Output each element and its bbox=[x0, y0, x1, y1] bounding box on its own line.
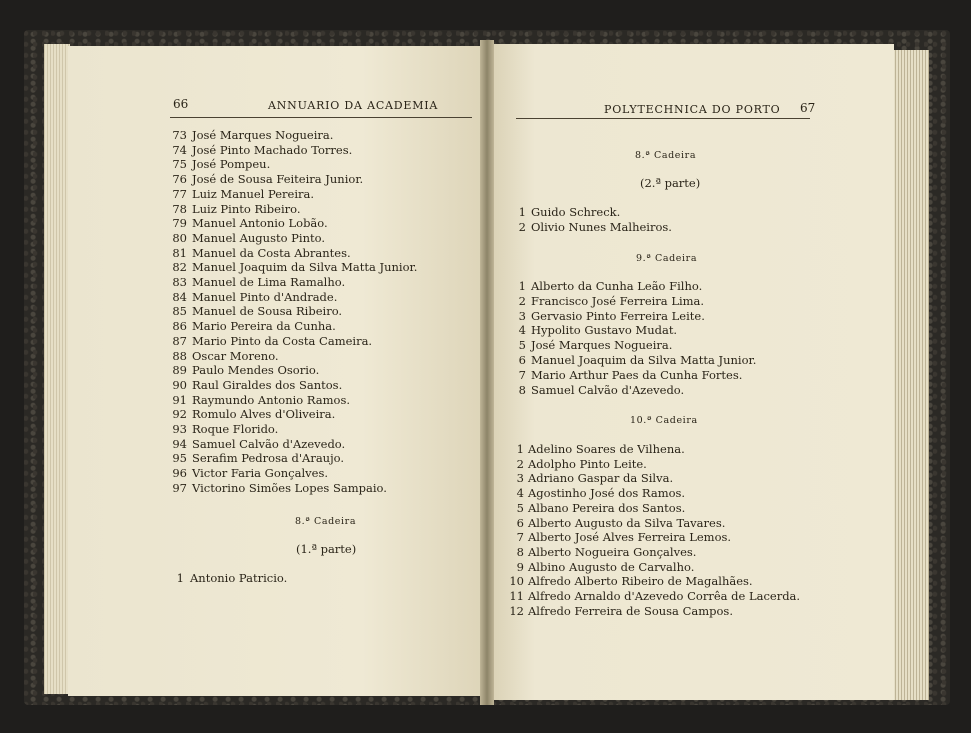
entry-number: 4 bbox=[518, 323, 526, 338]
list-entry bbox=[504, 574, 753, 589]
list-entry bbox=[167, 216, 328, 231]
entry-number: 75 bbox=[172, 157, 187, 172]
entry-number: 9 bbox=[516, 559, 524, 574]
list-entry bbox=[510, 205, 620, 220]
entry-number: 89 bbox=[172, 363, 187, 378]
list-entry bbox=[167, 187, 314, 202]
entry-number: 2 bbox=[518, 219, 526, 234]
right-header-rule bbox=[516, 118, 810, 119]
entry-number: 95 bbox=[172, 451, 187, 466]
list-entry bbox=[167, 363, 319, 378]
book-gutter bbox=[480, 40, 494, 705]
entry-number: 8 bbox=[516, 544, 524, 559]
entry-number: 91 bbox=[172, 392, 187, 407]
entry-name: Adriano Gaspar da Silva. bbox=[528, 471, 674, 486]
entry-number: 1 bbox=[176, 571, 184, 585]
entry-name: Alfredo Arnaldo d'Azevedo Corrêa de Lacerda. bbox=[528, 589, 801, 603]
list-entry bbox=[167, 143, 352, 158]
list-entry bbox=[510, 323, 677, 338]
entry-number: 82 bbox=[172, 260, 187, 275]
entry-number: 7 bbox=[516, 530, 524, 545]
list-entry bbox=[504, 442, 685, 457]
entry-number: 83 bbox=[172, 275, 187, 289]
entry-number: 81 bbox=[172, 245, 187, 260]
entry-name: Hypolito Gustavo Mudat. bbox=[531, 323, 678, 338]
entry-name: Mario Pinto da Costa Cameira. bbox=[192, 333, 373, 348]
list-entry bbox=[167, 437, 345, 452]
entry-number: 1 bbox=[518, 205, 526, 219]
entry-name: Gervasio Pinto Ferreira Leite. bbox=[531, 308, 705, 323]
left-page-number: 66 bbox=[173, 97, 189, 111]
entry-number: 92 bbox=[172, 407, 187, 422]
entry-number: 78 bbox=[172, 201, 187, 216]
list-entry bbox=[167, 393, 350, 408]
entry-number: 94 bbox=[172, 436, 187, 451]
entry-name: Albano Pereira dos Santos. bbox=[528, 500, 686, 515]
list-entry bbox=[510, 309, 705, 324]
sec9-heading: 9.ª Cadeira bbox=[636, 253, 698, 264]
right-running-head: POLYTECHNICA DO PORTO bbox=[604, 103, 781, 116]
entry-number: 5 bbox=[518, 338, 526, 353]
entry-name: Romulo Alves d'Oliveira. bbox=[192, 407, 336, 422]
entry-name: Alfredo Ferreira de Sousa Campos. bbox=[528, 603, 733, 618]
entry-number: 2 bbox=[518, 293, 526, 308]
list-entry bbox=[510, 353, 756, 368]
list-entry bbox=[167, 202, 301, 217]
entry-name: Manuel de Sousa Ribeiro. bbox=[192, 304, 343, 319]
entry-name: Samuel Calvão d'Azevedo. bbox=[531, 382, 685, 397]
list-entry bbox=[504, 589, 800, 604]
entry-name: Oscar Moreno. bbox=[192, 348, 279, 363]
entry-name: Albino Augusto de Carvalho. bbox=[528, 559, 695, 574]
entry-name: Samuel Calvão d'Azevedo. bbox=[192, 436, 346, 451]
entry-name: Manuel Pinto d'Andrade. bbox=[192, 289, 338, 304]
list-entry bbox=[167, 246, 351, 261]
entry-number: 6 bbox=[518, 353, 526, 367]
entry-name: Raymundo Antonio Ramos. bbox=[192, 392, 351, 407]
entry-name: Serafim Pedrosa d'Araujo. bbox=[192, 451, 345, 466]
list-entry bbox=[504, 516, 725, 531]
left-header-rule bbox=[170, 117, 472, 118]
list-entry bbox=[510, 368, 742, 383]
entry-name: Antonio Patricio. bbox=[190, 571, 288, 585]
list-entry bbox=[510, 279, 702, 294]
entry-number: 5 bbox=[516, 500, 524, 515]
entry-number: 87 bbox=[172, 333, 187, 348]
entry-number: 76 bbox=[172, 172, 187, 187]
list-entry bbox=[504, 604, 733, 619]
list-entry bbox=[167, 275, 345, 290]
entry-name: Alberto Nogueira Gonçalves. bbox=[528, 544, 697, 559]
list-entry bbox=[167, 231, 325, 246]
entry-number: 86 bbox=[172, 319, 187, 334]
entry-number: 1 bbox=[516, 442, 524, 456]
entry-name: José Pompeu. bbox=[192, 157, 271, 172]
list-entry bbox=[167, 466, 328, 481]
entry-name: Paulo Mendes Osorio. bbox=[192, 363, 320, 378]
list-entry bbox=[167, 481, 387, 496]
entry-name: Roque Florido. bbox=[192, 422, 279, 436]
list-entry bbox=[167, 349, 279, 364]
list-entry bbox=[504, 560, 694, 575]
entry-name: Guido Schreck. bbox=[531, 205, 621, 219]
entry-name: Olivio Nunes Malheiros. bbox=[531, 219, 672, 234]
entry-name: José de Sousa Feiteira Junior. bbox=[192, 172, 364, 187]
entry-name: Victor Faria Gonçalves. bbox=[192, 466, 329, 481]
entry-name: Mario Arthur Paes da Cunha Fortes. bbox=[531, 367, 743, 382]
entry-number: 4 bbox=[516, 486, 524, 501]
entry-name: José Pinto Machado Torres. bbox=[192, 142, 353, 157]
entry-number: 2 bbox=[516, 456, 524, 471]
entry-name: Victorino Simões Lopes Sampaio. bbox=[192, 480, 387, 495]
list-entry bbox=[167, 319, 336, 334]
entry-number: 3 bbox=[518, 308, 526, 323]
list-entry bbox=[167, 334, 372, 349]
entry-number: 1 bbox=[518, 279, 526, 293]
list-entry bbox=[504, 471, 673, 486]
entry-number: 88 bbox=[172, 348, 187, 363]
entry-number: 6 bbox=[516, 515, 524, 530]
entry-number: 93 bbox=[172, 422, 187, 436]
entry-number: 10 bbox=[509, 574, 524, 589]
list-entry bbox=[167, 422, 278, 437]
entry-name: Manuel Joaquim da Silva Matta Junior. bbox=[192, 260, 418, 275]
list-entry bbox=[504, 486, 685, 501]
list-entry bbox=[167, 260, 417, 275]
list-entry bbox=[167, 451, 344, 466]
right-page-edges bbox=[893, 50, 929, 700]
entry-name: Adelino Soares de Vilhena. bbox=[528, 442, 685, 456]
list-entry bbox=[510, 338, 672, 353]
left-section-heading: 8.ª Cadeira bbox=[295, 516, 357, 527]
entry-name: Mario Pereira da Cunha. bbox=[192, 319, 336, 334]
list-entry bbox=[510, 294, 704, 309]
left-section-sub: (1.ª parte) bbox=[296, 542, 357, 556]
entry-number: 80 bbox=[172, 230, 187, 245]
entry-name: Luiz Pinto Ribeiro. bbox=[192, 201, 301, 216]
entry-number: 96 bbox=[172, 466, 187, 481]
entry-name: Manuel Augusto Pinto. bbox=[192, 230, 325, 245]
list-entry bbox=[510, 383, 684, 398]
sec8-sub: (2.ª parte) bbox=[640, 176, 701, 190]
list-entry bbox=[168, 571, 287, 586]
list-entry bbox=[504, 530, 731, 545]
list-entry bbox=[504, 501, 685, 516]
entry-number: 77 bbox=[172, 186, 187, 201]
entry-number: 3 bbox=[516, 471, 524, 486]
entry-number: 97 bbox=[172, 480, 187, 495]
entry-number: 11 bbox=[509, 589, 524, 603]
entry-number: 8 bbox=[518, 382, 526, 397]
entry-name: Manuel Joaquim da Silva Matta Junior. bbox=[531, 353, 757, 367]
entry-number: 74 bbox=[172, 142, 187, 157]
sec10-heading: 10.ª Cadeira bbox=[630, 415, 698, 426]
entry-name: Alberto Augusto da Silva Tavares. bbox=[528, 515, 726, 530]
entry-name: Raul Giraldes dos Santos. bbox=[192, 377, 343, 392]
sec8-heading: 8.ª Cadeira bbox=[635, 150, 697, 161]
entry-number: 7 bbox=[518, 367, 526, 382]
entry-name: José Marques Nogueira. bbox=[531, 338, 673, 353]
list-entry bbox=[167, 378, 342, 393]
entry-name: Luiz Manuel Pereira. bbox=[192, 186, 315, 201]
entry-name: Alberto da Cunha Leão Filho. bbox=[531, 279, 703, 293]
entry-name: Agostinho José dos Ramos. bbox=[528, 486, 686, 501]
entry-name: Alfredo Alberto Ribeiro de Magalhães. bbox=[528, 574, 753, 589]
entry-number: 12 bbox=[509, 603, 524, 618]
right-page-number: 67 bbox=[800, 101, 816, 115]
list-entry bbox=[167, 290, 337, 305]
list-entry bbox=[510, 220, 672, 235]
list-entry bbox=[167, 128, 333, 143]
list-entry bbox=[504, 545, 696, 560]
entry-name: Adolpho Pinto Leite. bbox=[528, 456, 647, 471]
entry-number: 79 bbox=[172, 216, 187, 231]
list-entry bbox=[167, 407, 335, 422]
list-entry bbox=[504, 457, 647, 472]
list-entry bbox=[167, 172, 363, 187]
entry-name: José Marques Nogueira. bbox=[192, 128, 334, 142]
list-entry bbox=[167, 304, 342, 319]
entry-name: Alberto José Alves Ferreira Lemos. bbox=[528, 530, 732, 545]
entry-name: Manuel de Lima Ramalho. bbox=[192, 275, 346, 289]
entry-name: Manuel da Costa Abrantes. bbox=[192, 245, 351, 260]
left-running-head: ANNUARIO DA ACADEMIA bbox=[268, 99, 439, 112]
entry-name: Manuel Antonio Lobão. bbox=[192, 216, 328, 231]
entry-number: 90 bbox=[172, 377, 187, 392]
entry-number: 84 bbox=[172, 289, 187, 304]
list-entry bbox=[167, 157, 270, 172]
entry-number: 73 bbox=[172, 128, 187, 142]
entry-name: Francisco José Ferreira Lima. bbox=[531, 293, 705, 308]
entry-number: 85 bbox=[172, 304, 187, 319]
left-page-edges bbox=[44, 44, 70, 694]
